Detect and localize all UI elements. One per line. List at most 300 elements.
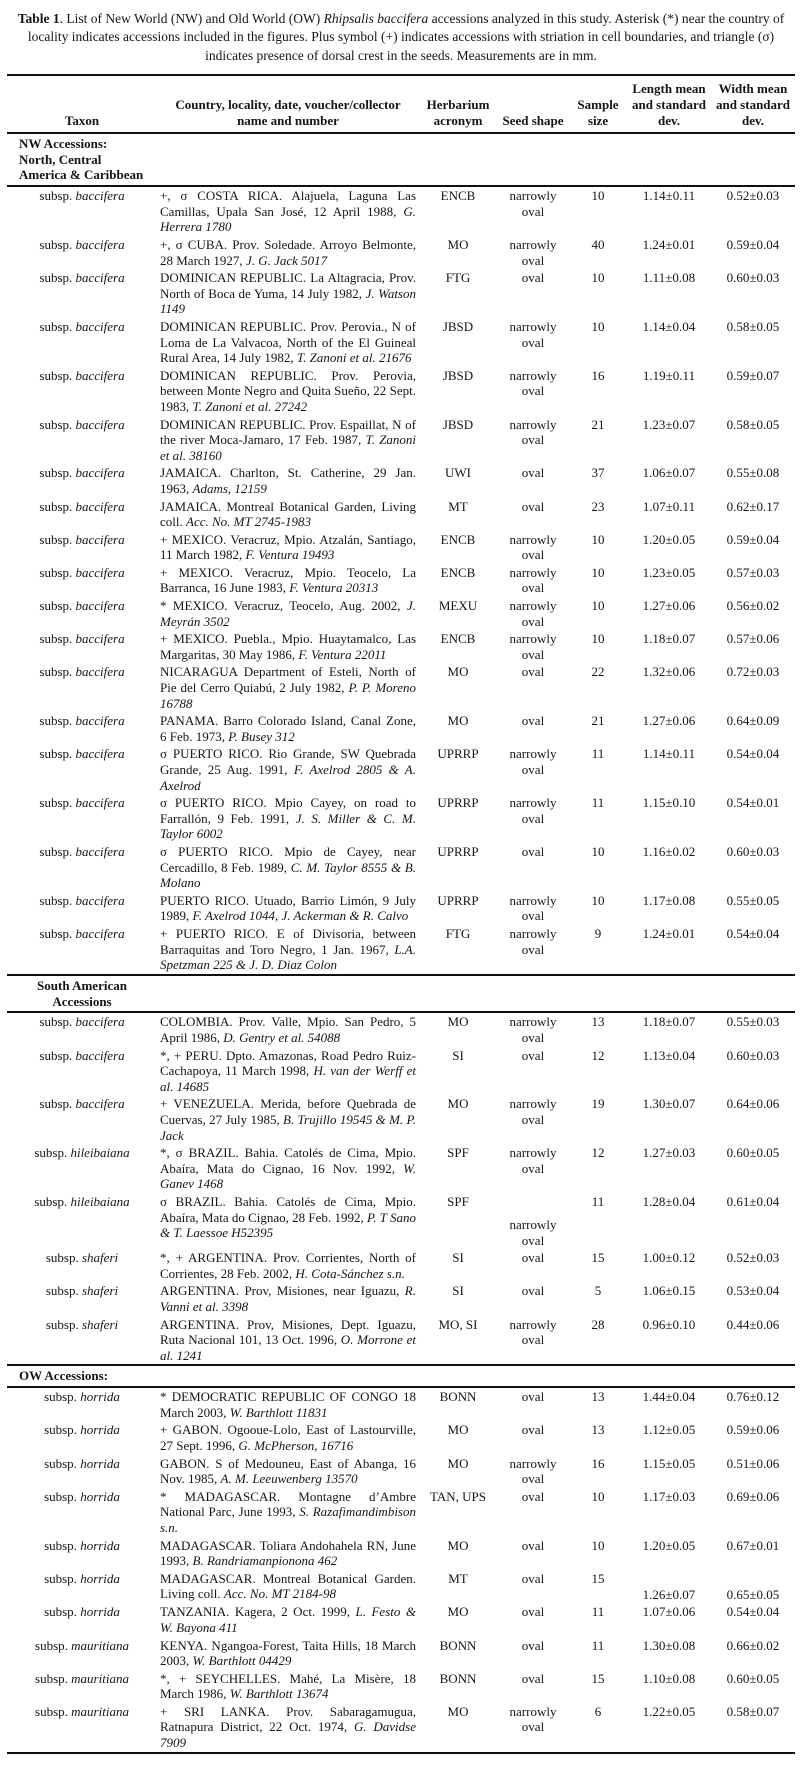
table-row <box>7 1387 795 1421</box>
table-row <box>7 1670 795 1703</box>
taxon-subspecies-name: baccifera <box>75 318 125 334</box>
length-cell: 1.27±0.03 <box>642 1145 696 1161</box>
taxon-subspecies-name: baccifera <box>75 664 125 680</box>
length-cell: 1.27±0.06 <box>642 598 696 614</box>
herbarium-cell: FTG <box>445 925 471 941</box>
herbarium-cell: SI <box>452 1283 464 1299</box>
herbarium-cell: BONN <box>439 1637 477 1653</box>
taxon-cell: subsp. horrida <box>44 1604 120 1620</box>
length-cell: 1.14±0.11 <box>642 746 696 762</box>
width-cell: 0.51±0.06 <box>726 1455 780 1471</box>
table-row <box>7 794 795 843</box>
table-row <box>7 892 795 925</box>
length-cell: 1.07±0.06 <box>642 1604 696 1620</box>
herbarium-cell: ENCB <box>440 564 476 580</box>
taxon-cell: subsp. horrida <box>44 1455 120 1471</box>
width-cell: 0.54±0.01 <box>726 795 780 811</box>
width-cell: 0.66±0.02 <box>726 1637 780 1653</box>
herbarium-cell: SI <box>452 1047 464 1063</box>
sample-size-cell: 13 <box>591 1389 605 1405</box>
column-header-taxon: Taxon <box>7 75 157 133</box>
seed-shape-cell: oval <box>521 1604 545 1620</box>
sample-size-cell: 28 <box>591 1316 605 1332</box>
length-cell: 1.32±0.06 <box>642 664 696 680</box>
sample-size-cell: 15 <box>591 1250 605 1266</box>
taxon-cell: subsp. baccifera <box>39 564 125 580</box>
seed-shape-cell: oval <box>521 1047 545 1063</box>
table-row <box>7 1012 795 1046</box>
locality-cell: *, + PERU. Dpto. Amazonas, Road Pedro Ruiz-Cachapoya, 11 March 1998, H. van der Werff et al. 14685 <box>160 1047 417 1094</box>
seed-shape-cell: narrowly oval <box>509 1316 557 1348</box>
herbarium-cell: BONN <box>439 1389 477 1405</box>
length-cell: 1.44±0.04 <box>642 1389 696 1405</box>
width-cell: 0.44±0.06 <box>726 1316 780 1332</box>
taxon-subspecies-name: horrida <box>80 1389 120 1405</box>
table-row <box>7 464 795 497</box>
herbarium-cell: MO <box>447 1014 469 1030</box>
length-cell: 1.20±0.05 <box>642 1537 696 1553</box>
taxon-subspecies-name: baccifera <box>75 237 125 253</box>
seed-shape-cell: narrowly oval <box>509 1014 557 1046</box>
table-caption <box>11 10 791 65</box>
sample-size-cell: 15 <box>591 1670 605 1686</box>
taxon-cell: subsp. baccifera <box>39 367 125 383</box>
voucher-collector: G. Davidse 7909 <box>160 1719 416 1751</box>
taxon-subspecies-name: shaferi <box>82 1316 119 1332</box>
width-cell: 0.60±0.03 <box>726 270 780 286</box>
voucher-collector: O. Morrone et al. 1241 <box>160 1332 416 1363</box>
locality-cell: *, + ARGENTINA. Prov. Corrientes, North of Corrientes, 28 Feb. 2002, H. Cota-Sánchez s.n. <box>160 1250 416 1281</box>
length-cell: 1.17±0.03 <box>642 1488 696 1504</box>
voucher-collector: A. M. Leeuwenberg 13570 <box>220 1471 358 1487</box>
width-cell: 0.60±0.03 <box>726 1047 780 1063</box>
sample-size-cell: 12 <box>591 1047 605 1063</box>
taxon-cell: subsp. baccifera <box>39 1014 125 1030</box>
length-cell: 1.26±0.07 <box>642 1586 696 1602</box>
table-row <box>7 1193 795 1249</box>
seed-shape-cell: oval <box>521 498 545 514</box>
locality-cell: * DEMOCRATIC REPUBLIC OF CONGO 18 March 2003, W. Barthlott 11831 <box>160 1389 416 1420</box>
locality-cell: JAMAICA. Charlton, St. Catherine, 29 Jan. 1963, Adams, 12159 <box>160 465 416 496</box>
table-row <box>7 1047 795 1096</box>
voucher-collector: P. T Sano & T. Laessoe H52395 <box>160 1209 416 1241</box>
taxon-subspecies-name: mauritiana <box>71 1670 129 1686</box>
seed-shape-cell: oval <box>521 1250 545 1266</box>
voucher-collector: J. G. Jack 5017 <box>245 252 328 268</box>
sample-size-cell: 21 <box>591 713 605 729</box>
voucher-collector: Adams, 12159 <box>192 480 267 496</box>
taxon-cell: subsp. hileibaiana <box>34 1145 130 1161</box>
taxon-cell: subsp. shaferi <box>45 1283 119 1299</box>
table-row <box>7 564 795 597</box>
taxon-subspecies-name: horrida <box>80 1604 120 1620</box>
table-row <box>7 1249 795 1282</box>
locality-cell: * MEXICO. Veracruz, Teocelo, Aug. 2002, J. Meyrán 3502 <box>160 598 416 629</box>
seed-shape-cell: oval <box>521 1670 545 1686</box>
length-cell: 1.07±0.11 <box>642 498 696 514</box>
column-header-sample-size: Sample size <box>569 75 627 133</box>
taxon-subspecies-name: mauritiana <box>71 1703 129 1719</box>
herbarium-cell: TAN, UPS <box>429 1488 487 1504</box>
taxon-subspecies-name: baccifera <box>75 713 125 729</box>
section-label: OW Accessions: <box>7 1365 157 1387</box>
seed-shape-cell: narrowly oval <box>509 1216 557 1248</box>
herbarium-cell: JBSD <box>442 318 474 334</box>
width-cell: 0.54±0.04 <box>726 1604 780 1620</box>
taxon-subspecies-name: baccifera <box>75 1096 125 1112</box>
sample-size-cell: 10 <box>591 598 605 614</box>
width-cell: 0.72±0.03 <box>726 664 780 680</box>
voucher-collector: R. Vanni et al. 3398 <box>160 1283 416 1314</box>
width-cell: 0.53±0.04 <box>726 1283 780 1299</box>
taxon-cell: subsp. horrida <box>44 1570 120 1586</box>
length-cell: 1.20±0.05 <box>642 531 696 547</box>
width-cell: 0.54±0.04 <box>726 746 780 762</box>
herbarium-cell: MO <box>447 1537 469 1553</box>
voucher-collector: G. McPherson, 16716 <box>238 1437 354 1453</box>
taxon-cell: subsp. baccifera <box>39 498 125 514</box>
width-cell: 0.65±0.05 <box>726 1586 780 1602</box>
sample-size-cell: 11 <box>591 1193 605 1209</box>
seed-shape-cell: oval <box>521 713 545 729</box>
sample-size-cell: 10 <box>591 843 605 859</box>
seed-shape-cell: narrowly oval <box>509 1703 557 1735</box>
locality-cell: MADAGASCAR. Toliara Andohahela RN, June 1993, B. Randriamanpionona 462 <box>160 1537 416 1569</box>
sample-size-cell: 10 <box>591 892 605 908</box>
section-label: NW Accessions: North, Central America & Caribbean <box>7 133 157 187</box>
taxon-subspecies-name: shaferi <box>82 1283 119 1299</box>
herbarium-cell: MO <box>447 1604 469 1620</box>
voucher-collector: P. P. Moreno 16788 <box>160 680 416 711</box>
width-cell: 0.59±0.06 <box>726 1422 780 1438</box>
width-cell: 0.55±0.08 <box>726 465 780 481</box>
taxon-subspecies-name: horrida <box>80 1422 120 1438</box>
length-cell: 1.23±0.07 <box>642 416 696 432</box>
taxon-subspecies-name: baccifera <box>75 925 125 941</box>
locality-cell: DOMINICAN REPUBLIC. Prov. Perovia., N of Loma de La Valvacoa, North of the El Guineal Rural Area, 14 July 1982, T. Zanoni et al. 21676 <box>160 318 416 366</box>
taxon-subspecies-name: baccifera <box>75 270 125 286</box>
taxon-cell: subsp. horrida <box>44 1422 120 1438</box>
seed-shape-cell: narrowly oval <box>509 1455 557 1487</box>
herbarium-cell: JBSD <box>442 416 474 432</box>
width-cell: 0.57±0.03 <box>726 564 780 580</box>
taxon-subspecies-name: baccifera <box>75 465 125 481</box>
taxon-subspecies-name: baccifera <box>75 1014 125 1030</box>
voucher-collector: P. Busey 312 <box>228 728 295 744</box>
herbarium-cell: MO <box>447 237 469 253</box>
taxon-cell: subsp. mauritiana <box>35 1703 129 1719</box>
taxon-cell: subsp. baccifera <box>39 892 125 908</box>
taxon-cell: subsp. horrida <box>44 1537 120 1553</box>
voucher-collector: H. van der Werff et al. 14685 <box>160 1063 417 1094</box>
section-header-row <box>7 975 795 1013</box>
locality-cell: + MEXICO. Veracruz, Mpio. Atzalán, Santiago, 11 March 1982, F. Ventura 19493 <box>160 531 416 563</box>
length-cell: 1.15±0.10 <box>642 795 696 811</box>
width-cell: 0.58±0.05 <box>726 318 780 334</box>
section-filler <box>157 133 795 187</box>
locality-cell: JAMAICA. Montreal Botanical Garden, Living coll. Acc. No. MT 2745-1983 <box>160 498 416 530</box>
sample-size-cell: 22 <box>591 664 605 680</box>
taxon-subspecies-name: hileibaiana <box>70 1145 130 1161</box>
voucher-collector: G. Herrera 1780 <box>160 203 416 235</box>
locality-cell: DOMINICAN REPUBLIC. La Altagracia, Prov. North of Boca de Yuma, 14 July 1982, J. Watson 1149 <box>160 270 416 317</box>
taxon-subspecies-name: baccifera <box>75 416 125 432</box>
seed-shape-cell: narrowly oval <box>509 1096 557 1128</box>
width-cell: 0.54±0.04 <box>726 925 780 941</box>
voucher-collector: T. Zanoni et al. 21676 <box>296 350 412 366</box>
herbarium-cell: UPRRP <box>437 746 479 762</box>
voucher-collector: F. Axelrod 1044, J. Ackerman & R. Calvo <box>192 908 409 924</box>
seed-shape-cell: narrowly oval <box>509 367 557 399</box>
seed-shape-cell: narrowly oval <box>509 925 557 957</box>
length-cell: 1.28±0.04 <box>642 1193 696 1209</box>
herbarium-cell: MEXU <box>438 598 478 614</box>
table-row <box>7 531 795 564</box>
column-header-seed-shape: Seed shape <box>497 75 569 133</box>
width-cell: 0.62±0.17 <box>726 498 780 514</box>
sample-size-cell: 10 <box>591 270 605 286</box>
seed-shape-cell: oval <box>521 465 545 481</box>
table-row <box>7 498 795 531</box>
column-header-length: Length mean and standard dev. <box>627 75 711 133</box>
taxon-cell: subsp. baccifera <box>39 188 125 204</box>
table-row <box>7 1537 795 1570</box>
taxon-cell: subsp. baccifera <box>39 416 125 432</box>
locality-cell: TANZANIA. Kagera, 2 Oct. 1999, L. Festo & W. Bayona 411 <box>160 1604 416 1635</box>
herbarium-cell: UPRRP <box>437 892 479 908</box>
herbarium-cell: ENCB <box>440 631 476 647</box>
seed-shape-cell: oval <box>521 1422 545 1438</box>
taxon-cell: subsp. horrida <box>44 1389 120 1405</box>
seed-shape-cell: oval <box>521 1570 545 1586</box>
taxon-subspecies-name: baccifera <box>75 746 125 762</box>
taxon-cell: subsp. baccifera <box>39 713 125 729</box>
locality-cell: MADAGASCAR. Montreal Botanical Garden. Living coll. Acc. No. MT 2184-98 <box>160 1570 416 1602</box>
taxon-subspecies-name: baccifera <box>75 795 125 811</box>
sample-size-cell: 16 <box>591 367 605 383</box>
seed-shape-cell: oval <box>521 1283 545 1299</box>
seed-shape-cell: narrowly oval <box>509 598 557 629</box>
taxon-cell: subsp. horrida <box>44 1488 120 1504</box>
locality-cell: ARGENTINA. Prov, Misiones, Dept. Iguazu, Ruta Nacional 101, 13 Oct. 1996, O. Morrone et al. 1241 <box>160 1316 416 1363</box>
taxon-cell: subsp. baccifera <box>39 237 125 253</box>
locality-cell: PUERTO RICO. Utuado, Barrio Limón, 9 July 1989, F. Axelrod 1044, J. Ackerman & R. Calvo <box>160 892 416 924</box>
sample-size-cell: 23 <box>591 498 605 514</box>
table-row <box>7 1455 795 1488</box>
herbarium-cell: BONN <box>439 1670 477 1686</box>
length-cell: 1.06±0.07 <box>642 465 696 481</box>
table-row <box>7 1570 795 1604</box>
length-cell: 1.16±0.02 <box>642 843 696 859</box>
voucher-collector: T. Zanoni et al. 38160 <box>160 432 417 463</box>
sample-size-cell: 5 <box>594 1283 602 1299</box>
voucher-collector: F. Axelrod 2805 & A. Axelrod <box>160 762 416 793</box>
taxon-cell: subsp. baccifera <box>39 270 125 286</box>
taxon-subspecies-name: baccifera <box>75 631 125 647</box>
locality-cell: PANAMA. Barro Colorado Island, Canal Zone, 6 Feb. 1973, P. Busey 312 <box>160 713 416 744</box>
seed-shape-cell: narrowly oval <box>509 188 557 219</box>
locality-cell: + PUERTO RICO. E of Divisoria, between Barraquitas and Toro Negro, 1 Jan. 1967, L.A. Spetzman 225 & J. D. Diaz Colon <box>160 925 416 973</box>
sample-size-cell: 19 <box>591 1096 605 1112</box>
sample-size-cell: 6 <box>594 1703 602 1719</box>
taxon-cell: subsp. baccifera <box>39 664 125 680</box>
herbarium-cell: MO <box>447 1455 469 1471</box>
caption-table-number: Table 1 <box>17 11 60 26</box>
locality-cell: σ BRAZIL. Bahia. Catolés de Cima, Mpio. Abaíra, Mata do Cignao, 28 Feb. 1992, P. T Sano & T. Laessoe H52395 <box>160 1193 416 1241</box>
seed-shape-cell: oval <box>521 664 545 680</box>
width-cell: 0.52±0.03 <box>726 188 780 204</box>
locality-cell: DOMINICAN REPUBLIC. Prov. Perovia, between Monte Negro and Quita Sueño, 22 Sept. 1983, T. Zanoni et al. 27242 <box>160 367 416 414</box>
table-row <box>7 663 795 712</box>
column-header-locality: Country, locality, date, voucher/collector name and number <box>157 75 419 133</box>
seed-shape-cell: narrowly oval <box>509 892 557 924</box>
length-cell: 1.14±0.04 <box>642 318 696 334</box>
seed-shape-cell: narrowly oval <box>509 631 557 662</box>
voucher-collector: H. Cota-Sánchez s.n. <box>295 1265 405 1281</box>
locality-cell: σ PUERTO RICO. Mpio de Cayey, near Cercadillo, 8 Feb. 1989, C. M. Taylor 8555 & B. Molano <box>160 843 416 891</box>
taxon-subspecies-name: mauritiana <box>71 1637 129 1653</box>
length-cell: 1.19±0.11 <box>642 367 696 383</box>
width-cell: 0.76±0.12 <box>726 1389 780 1405</box>
sample-size-cell: 11 <box>591 1637 605 1653</box>
locality-cell: ARGENTINA. Prov, Misiones, near Iguazu, R. Vanni et al. 3398 <box>160 1283 416 1314</box>
seed-shape-cell: narrowly oval <box>509 746 557 778</box>
section-filler <box>157 975 795 1013</box>
width-cell: 0.67±0.01 <box>726 1537 780 1553</box>
taxon-subspecies-name: baccifera <box>75 188 125 204</box>
width-cell: 0.56±0.02 <box>726 598 780 614</box>
table-row <box>7 416 795 465</box>
sample-size-cell: 10 <box>591 631 605 647</box>
length-cell: 1.27±0.06 <box>642 713 696 729</box>
caption-text-1: . List of New World (NW) and Old World (OW) <box>59 11 324 26</box>
seed-shape-cell: narrowly oval <box>509 1145 557 1176</box>
table-row <box>7 1095 795 1144</box>
length-cell: 1.13±0.04 <box>642 1047 696 1063</box>
taxon-cell: subsp. baccifera <box>39 843 125 859</box>
locality-cell: +, σ CUBA. Prov. Soledade. Arroyo Belmonte, 28 March 1927, J. G. Jack 5017 <box>160 237 416 268</box>
length-cell: 1.14±0.11 <box>642 188 696 204</box>
length-cell: 1.30±0.07 <box>642 1096 696 1112</box>
herbarium-cell: UPRRP <box>437 843 479 859</box>
herbarium-cell: ENCB <box>440 531 476 547</box>
seed-shape-cell: oval <box>521 1389 545 1405</box>
voucher-collector: B. Randriamanpionona 462 <box>192 1553 338 1569</box>
table-row <box>7 1421 795 1454</box>
sample-size-cell: 11 <box>591 1604 605 1620</box>
table-row <box>7 1488 795 1537</box>
sample-size-cell: 12 <box>591 1145 605 1161</box>
sample-size-cell: 37 <box>591 465 605 481</box>
herbarium-cell: FTG <box>445 270 471 286</box>
table-row <box>7 186 795 236</box>
sample-size-cell: 11 <box>591 795 605 811</box>
width-cell: 0.64±0.06 <box>726 1096 780 1112</box>
seed-shape-cell: oval <box>521 1537 545 1553</box>
width-cell: 0.64±0.09 <box>726 713 780 729</box>
taxon-subspecies-name: baccifera <box>75 843 125 859</box>
width-cell: 0.58±0.05 <box>726 416 780 432</box>
locality-cell: GABON. S of Medouneu, East of Abanga, 16 Nov. 1985, A. M. Leeuwenberg 13570 <box>160 1455 416 1487</box>
table-row <box>7 1603 795 1636</box>
voucher-collector: F. Ventura 22011 <box>298 646 387 662</box>
voucher-collector: J. S. Miller & C. M. Taylor 6002 <box>160 810 416 842</box>
taxon-cell: subsp. baccifera <box>39 795 125 811</box>
section-label: South American Accessions <box>7 975 157 1013</box>
voucher-collector: Acc. No. MT 2745-1983 <box>186 514 312 530</box>
length-cell: 1.30±0.08 <box>642 1637 696 1653</box>
seed-shape-cell: oval <box>521 270 545 286</box>
taxon-subspecies-name: baccifera <box>75 892 125 908</box>
table-row <box>7 236 795 269</box>
taxon-subspecies-name: baccifera <box>75 598 125 614</box>
sample-size-cell: 10 <box>591 318 605 334</box>
column-header-herbarium: Herbarium acronym <box>419 75 497 133</box>
seed-shape-cell: oval <box>521 1488 545 1504</box>
sample-size-cell: 10 <box>591 531 605 547</box>
voucher-collector: D. Gentry et al. 54088 <box>223 1030 341 1046</box>
length-cell: 1.22±0.05 <box>642 1703 696 1719</box>
table-row <box>7 367 795 416</box>
taxon-cell: subsp. mauritiana <box>35 1670 129 1686</box>
taxon-subspecies-name: baccifera <box>75 1047 125 1063</box>
locality-cell: + MEXICO. Veracruz, Mpio. Teocelo, La Barranca, 16 June 1983, F. Ventura 20313 <box>160 564 416 596</box>
table-row <box>7 269 795 318</box>
table-row <box>7 1637 795 1670</box>
herbarium-cell: SPF <box>447 1145 469 1161</box>
width-cell: 0.59±0.04 <box>726 237 780 253</box>
taxon-cell: subsp. baccifera <box>39 631 125 647</box>
width-cell: 0.60±0.05 <box>726 1145 780 1161</box>
seed-shape-cell: oval <box>521 843 545 859</box>
caption-text-2: accessions analyzed in this study. Asterisk (*) near the country of locality indicates accessions included in the figures. Plus symbol (+) indicates accessions with striation in cell boundaries, and triangle (σ) indicates presence of dorsal crest in the seeds. Measurements are in mm. <box>27 11 785 63</box>
section-header-row <box>7 1365 795 1387</box>
length-cell: 1.15±0.05 <box>642 1455 696 1471</box>
locality-cell: *, σ BRAZIL. Bahia. Catolés de Cima, Mpio. Abaíra, Mata do Cignao, 16 Nov. 1992, W. Ganev 1468 <box>160 1145 416 1192</box>
locality-cell: *, + SEYCHELLES. Mahé, La Misère, 18 March 1986, W. Barthlott 13674 <box>160 1670 416 1702</box>
taxon-cell: subsp. mauritiana <box>35 1637 129 1653</box>
locality-cell: KENYA. Ngangoa-Forest, Taita Hills, 18 March 2003, W. Barthlott 04429 <box>160 1637 416 1669</box>
seed-shape-cell: narrowly oval <box>509 237 557 268</box>
width-cell: 0.58±0.07 <box>726 1703 780 1719</box>
table-row <box>7 630 795 663</box>
width-cell: 0.69±0.06 <box>726 1488 780 1504</box>
voucher-collector: W. Ganev 1468 <box>160 1160 416 1192</box>
taxon-subspecies-name: baccifera <box>75 367 125 383</box>
sample-size-cell: 40 <box>591 237 605 253</box>
herbarium-cell: UPRRP <box>437 795 479 811</box>
voucher-collector: B. Trujillo 19545 & M. P. Jack <box>160 1112 416 1143</box>
seed-shape-cell: narrowly oval <box>509 564 557 596</box>
herbarium-cell: MO <box>447 1703 469 1719</box>
herbarium-cell: MO, SI <box>438 1316 478 1332</box>
table-row <box>7 745 795 794</box>
taxon-subspecies-name: horrida <box>80 1537 120 1553</box>
locality-cell: + MEXICO. Puebla., Mpio. Huaytamalco, Las Margaritas, 30 May 1986, F. Ventura 22011 <box>160 631 416 662</box>
voucher-collector: J. Watson 1149 <box>160 285 416 317</box>
voucher-collector: F. Ventura 20313 <box>289 580 379 596</box>
sample-size-cell: 9 <box>594 925 602 941</box>
taxon-subspecies-name: horrida <box>80 1570 120 1586</box>
length-cell: 1.00±0.12 <box>642 1250 696 1266</box>
taxon-cell: subsp. shaferi <box>45 1250 119 1266</box>
taxon-cell: subsp. hileibaiana <box>34 1193 130 1209</box>
taxon-subspecies-name: shaferi <box>82 1250 119 1266</box>
taxon-subspecies-name: baccifera <box>75 564 125 580</box>
voucher-collector: L. Festo & W. Bayona 411 <box>160 1604 416 1635</box>
taxon-cell: subsp. baccifera <box>39 465 125 481</box>
column-header-width: Width mean and standard dev. <box>711 75 795 133</box>
